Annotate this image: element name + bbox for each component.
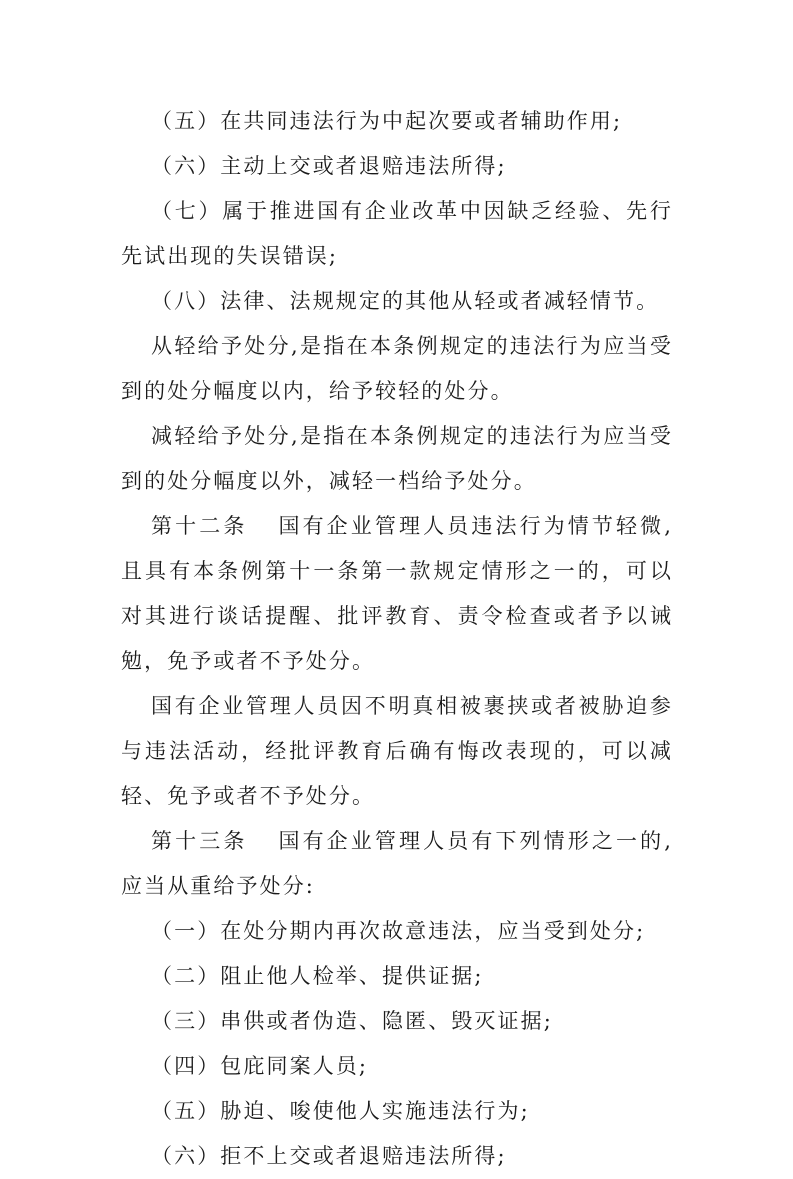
article-12: [121, 504, 673, 684]
aggravating-item-5: （五）胁迫、唆使他人实施违法行为;: [151, 1099, 530, 1123]
article-13-heading: 第十三条: [151, 829, 248, 853]
aggravating-item-4: （四）包庇同案人员;: [151, 1054, 369, 1078]
clause-eight: （八）法律、法规规定的其他从轻或者减轻情节。: [151, 289, 660, 313]
clause-five: （五）在共同违法行为中起次要或者辅助作用;: [151, 109, 623, 133]
article-12-heading: 第十二条: [151, 514, 248, 538]
aggravating-item-1: （一）在处分期内再次故意违法，应当受到处分;: [151, 919, 646, 943]
aggravating-item-6: （六）拒不上交或者退赔违法所得;: [151, 1144, 507, 1168]
aggravating-item-2: （二）阻止他人检举、提供证据;: [151, 964, 484, 988]
article-12-body: 国有企业管理人员违法行为情节轻微,且具有本条例第十一条第一款规定情形之一的，可以对其进行谈话提醒、批评教育、责令检查或者予以诫勉，免予或者不予处分。: [121, 514, 674, 673]
article-13-body: 国有企业管理人员有下列情形之一的,应当从重给予处分:: [121, 829, 674, 898]
coerced-participation-paragraph: 国有企业管理人员因不明真相被裹挟或者被胁迫参与违法活动，经批评教育后确有悔改表现的，可以减轻、免予或者不予处分。: [121, 694, 673, 808]
clause-seven: （七）属于推进国有企业改革中因缺乏经验、先行先试出现的失误错误;: [121, 199, 673, 268]
reduced-penalty-definition: 减轻给予处分,是指在本条例规定的违法行为应当受到的处分幅度以外，减轻一档给予处分。: [121, 424, 673, 493]
lighter-penalty-definition: 从轻给予处分,是指在本条例规定的违法行为应当受到的处分幅度以内，给予较轻的处分。: [121, 334, 673, 403]
aggravating-item-3: （三）串供或者伪造、隐匿、毁灭证据;: [151, 1009, 553, 1033]
article-13: [121, 819, 673, 909]
clause-six: （六）主动上交或者退赔违法所得;: [151, 154, 507, 178]
document-page: [121, 99, 673, 1179]
